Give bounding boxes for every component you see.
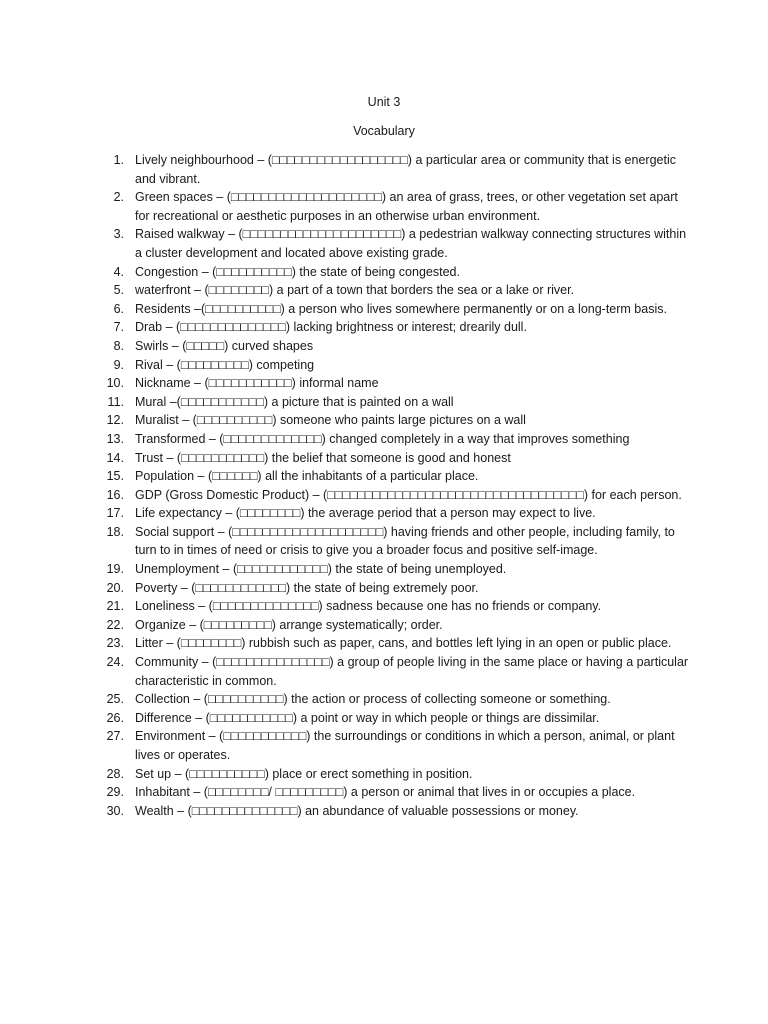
item-number: 7. [113, 320, 124, 335]
list-item [100, 727, 690, 764]
list-item [100, 765, 690, 784]
item-number: 4. [113, 264, 124, 279]
item-text: Drab – (□□□□□□□□□□□□□□) lacking brightness or interest; drearily dull. [135, 320, 527, 335]
item-text: Muralist – (□□□□□□□□□□) someone who paints large pictures on a wall [135, 413, 526, 428]
list-item [100, 634, 690, 653]
item-number: 19. [106, 562, 124, 577]
list-item [100, 411, 690, 430]
item-text: Collection – (□□□□□□□□□□) the action or process of collecting someone or something. [135, 692, 611, 707]
item-number: 5. [113, 283, 124, 298]
item-text: waterfront – (□□□□□□□□) a part of a town that borders the sea or a lake or river. [135, 283, 575, 298]
list-item [100, 430, 690, 449]
item-text: Population – (□□□□□□) all the inhabitants of a particular place. [135, 469, 479, 484]
vocabulary-list [100, 151, 690, 820]
item-number: 2. [113, 190, 124, 205]
item-number: 11. [107, 394, 124, 409]
item-text: Green spaces – (□□□□□□□□□□□□□□□□□□□□) an area of grass, trees, or other vegetation set apart for recreational or aesthetic purposes in an otherwise urban environment. [135, 190, 678, 223]
item-number: 20. [106, 580, 124, 595]
list-item [100, 300, 690, 319]
item-text: Community – (□□□□□□□□□□□□□□□) a group of people living in the same place or having a particular characteristic in common. [135, 655, 689, 688]
list-item [100, 616, 690, 635]
item-text: Poverty – (□□□□□□□□□□□□) the state of being extremely poor. [135, 580, 479, 595]
item-number: 27. [106, 729, 124, 744]
list-item [100, 802, 690, 821]
item-text: Rival – (□□□□□□□□□) competing [135, 357, 315, 372]
list-item [100, 690, 690, 709]
item-text: Organize – (□□□□□□□□□) arrange systematically; order. [135, 617, 443, 632]
item-number: 23. [106, 636, 124, 651]
item-text: Congestion – (□□□□□□□□□□) the state of being congested. [135, 264, 460, 279]
list-item [100, 560, 690, 579]
item-number: 15. [106, 469, 124, 484]
list-item [100, 263, 690, 282]
item-number: 21. [106, 599, 124, 614]
item-number: 26. [106, 710, 124, 725]
list-item [100, 597, 690, 616]
item-number: 29. [106, 785, 124, 800]
list-item [100, 653, 690, 690]
list-item [100, 523, 690, 560]
item-text: Social support – (□□□□□□□□□□□□□□□□□□□□) having friends and other people, including family, to turn to in times of need or crisis to give you a broader focus and positive self-image. [135, 524, 675, 558]
item-text: Unemployment – (□□□□□□□□□□□□) the state of being unemployed. [135, 562, 507, 577]
item-text: Difference – (□□□□□□□□□□□) a point or way in which people or things are dissimilar. [135, 710, 600, 725]
item-number: 12. [106, 413, 124, 428]
list-item [100, 783, 690, 802]
item-text: Inhabitant – (□□□□□□□□/ □□□□□□□□□) a person or animal that lives in or occupies a place. [135, 785, 636, 800]
item-number: 30. [106, 803, 124, 818]
list-item [100, 225, 690, 262]
item-text: Lively neighbourhood – (□□□□□□□□□□□□□□□□□□) a particular area or community that is energetic and vibrant. [135, 153, 676, 186]
item-number: 9. [113, 357, 124, 372]
list-item [100, 337, 690, 356]
item-text: GDP (Gross Domestic Product) – (□□□□□□□□□□□□□□□□□□□□□□□□□□□□□□□□□□) for each person. [135, 487, 682, 502]
item-number: 17. [106, 506, 124, 521]
item-text: Swirls – (□□□□□) curved shapes [135, 338, 314, 353]
item-number: 18. [106, 524, 124, 539]
item-text: Litter – (□□□□□□□□) rubbish such as paper, cans, and bottles left lying in an open or public place. [135, 636, 672, 651]
list-item [100, 449, 690, 468]
section-title: Vocabulary [353, 124, 415, 138]
item-number: 28. [106, 766, 124, 781]
item-text: Life expectancy – (□□□□□□□□) the average period that a person may expect to live. [135, 506, 596, 521]
item-text: Nickname – (□□□□□□□□□□□) informal name [135, 376, 379, 391]
item-number: 6. [113, 301, 124, 316]
item-number: 10. [106, 376, 124, 391]
item-text: Residents –(□□□□□□□□□□) a person who lives somewhere permanently or on a long-term basis. [135, 301, 667, 316]
item-number: 8. [113, 338, 124, 353]
item-number: 1. [113, 153, 124, 167]
item-number: 24. [106, 655, 124, 670]
item-number: 14. [106, 450, 124, 465]
item-text: Trust – (□□□□□□□□□□□) the belief that someone is good and honest [135, 450, 511, 465]
item-number: 13. [106, 431, 124, 446]
list-item [100, 188, 690, 225]
item-text: Wealth – (□□□□□□□□□□□□□□) an abundance of valuable possessions or money. [135, 803, 579, 818]
item-number: 22. [106, 617, 124, 632]
list-item [100, 281, 690, 300]
list-item [100, 374, 690, 393]
list-item [100, 709, 690, 728]
item-text: Mural –(□□□□□□□□□□□) a picture that is painted on a wall [135, 394, 454, 409]
item-number: 25. [106, 692, 124, 707]
item-number: 3. [113, 227, 124, 242]
item-text: Loneliness – (□□□□□□□□□□□□□□) sadness because one has no friends or company. [135, 599, 602, 614]
list-item [100, 467, 690, 486]
list-item [100, 486, 690, 505]
list-item [100, 356, 690, 375]
item-text: Environment – (□□□□□□□□□□□) the surroundings or conditions in which a person, animal, or plant lives or operates. [135, 729, 675, 762]
list-item [100, 151, 690, 188]
list-item [100, 393, 690, 412]
item-text: Raised walkway – (□□□□□□□□□□□□□□□□□□□□□) a pedestrian walkway connecting structures within a cluster development and located above existing grade. [135, 227, 687, 260]
list-item [100, 579, 690, 598]
unit-title: Unit 3 [367, 95, 401, 109]
item-text: Transformed – (□□□□□□□□□□□□□) changed completely in a way that improves something [135, 431, 630, 446]
item-number: 16. [106, 487, 124, 502]
list-item [100, 318, 690, 337]
item-text: Set up – (□□□□□□□□□□) place or erect something in position. [135, 766, 473, 781]
list-item [100, 504, 690, 523]
